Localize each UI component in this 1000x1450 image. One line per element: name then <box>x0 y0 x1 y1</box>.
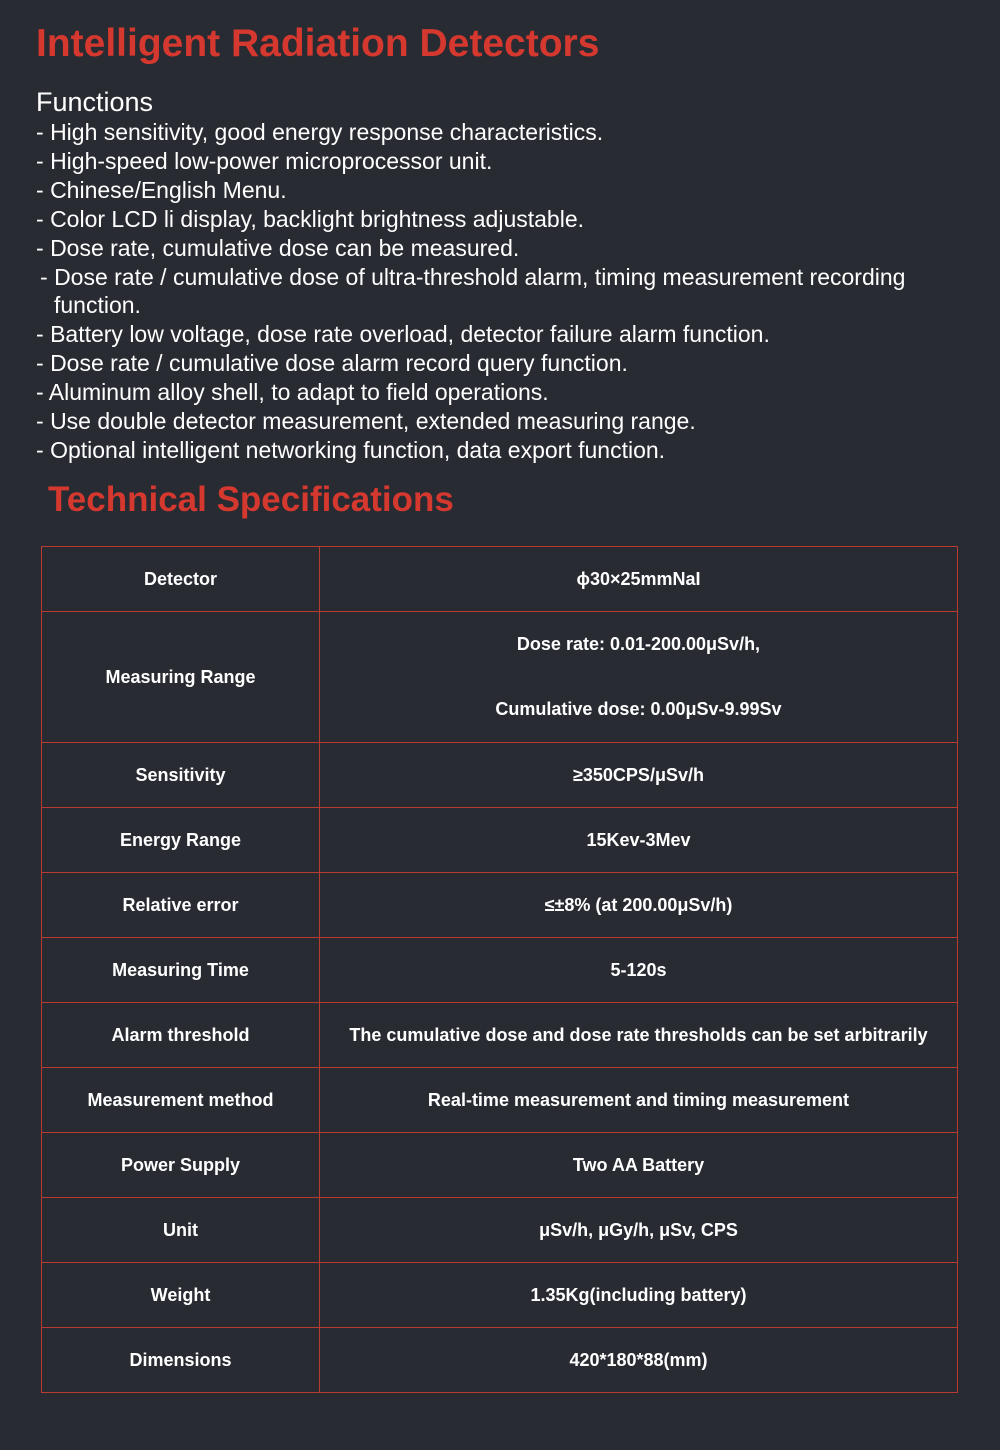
function-item: - High sensitivity, good energy response characteristics. <box>36 118 966 147</box>
spec-value: 5-120s <box>320 938 958 1003</box>
spec-label: Sensitivity <box>42 743 320 808</box>
spec-value: μSv/h, μGy/h, μSv, CPS <box>320 1198 958 1263</box>
functions-heading: Functions <box>36 87 154 117</box>
spec-label: Dimensions <box>42 1328 320 1393</box>
spec-label: Measuring Range <box>42 612 320 743</box>
table-row <box>42 743 958 808</box>
table-row <box>42 1068 958 1133</box>
spec-label: Relative error <box>42 873 320 938</box>
spec-label: Energy Range <box>42 808 320 873</box>
function-item: - Dose rate / cumulative dose of ultra-threshold alarm, timing measurement recording function. <box>36 263 966 321</box>
function-item: - Use double detector measurement, extended measuring range. <box>36 407 966 436</box>
spec-label: Unit <box>42 1198 320 1263</box>
spec-value <box>320 612 958 743</box>
table-row <box>42 547 958 612</box>
spec-value: Real-time measurement and timing measurement <box>320 1068 958 1133</box>
spec-value-line: Cumulative dose: 0.00μSv-9.99Sv <box>495 699 782 719</box>
spec-value: 1.35Kg(including battery) <box>320 1263 958 1328</box>
function-item: - Dose rate / cumulative dose alarm record query function. <box>36 349 966 378</box>
table-row <box>42 1133 958 1198</box>
function-item: - High-speed low-power microprocessor unit. <box>36 147 966 176</box>
specs-table <box>41 546 958 1393</box>
specs-heading: Technical Specifications <box>48 480 454 519</box>
table-row <box>42 808 958 873</box>
spec-value: 420*180*88(mm) <box>320 1328 958 1393</box>
spec-value: ϕ30×25mmNaI <box>320 547 958 612</box>
spec-label: Measurement method <box>42 1068 320 1133</box>
spec-label: Alarm threshold <box>42 1003 320 1068</box>
table-row <box>42 1198 958 1263</box>
spec-label: Weight <box>42 1263 320 1328</box>
functions-list <box>36 118 966 465</box>
spec-value: The cumulative dose and dose rate thresholds can be set arbitrarily <box>320 1003 958 1068</box>
spec-label: Detector <box>42 547 320 612</box>
table-row <box>42 1263 958 1328</box>
spec-label: Measuring Time <box>42 938 320 1003</box>
function-item: - Chinese/English Menu. <box>36 176 966 205</box>
function-item: - Aluminum alloy shell, to adapt to field operations. <box>36 378 966 407</box>
table-row <box>42 938 958 1003</box>
spec-value: ≤±8% (at 200.00μSv/h) <box>320 873 958 938</box>
function-item: - Battery low voltage, dose rate overload, detector failure alarm function. <box>36 320 966 349</box>
function-item: - Dose rate, cumulative dose can be measured. <box>36 234 966 263</box>
spec-value: ≥350CPS/μSv/h <box>320 743 958 808</box>
table-row <box>42 612 958 743</box>
spec-value: 15Kev-3Mev <box>320 808 958 873</box>
table-row <box>42 1003 958 1068</box>
function-item: - Color LCD li display, backlight brightness adjustable. <box>36 205 966 234</box>
table-row <box>42 873 958 938</box>
functions-section <box>36 86 966 465</box>
function-item: - Optional intelligent networking function, data export function. <box>36 436 966 465</box>
spec-label: Power Supply <box>42 1133 320 1198</box>
spec-value-line: Dose rate: 0.01-200.00μSv/h, <box>516 634 761 654</box>
table-row <box>42 1328 958 1393</box>
page-title: Intelligent Radiation Detectors <box>36 22 600 65</box>
spec-value: Two AA Battery <box>320 1133 958 1198</box>
